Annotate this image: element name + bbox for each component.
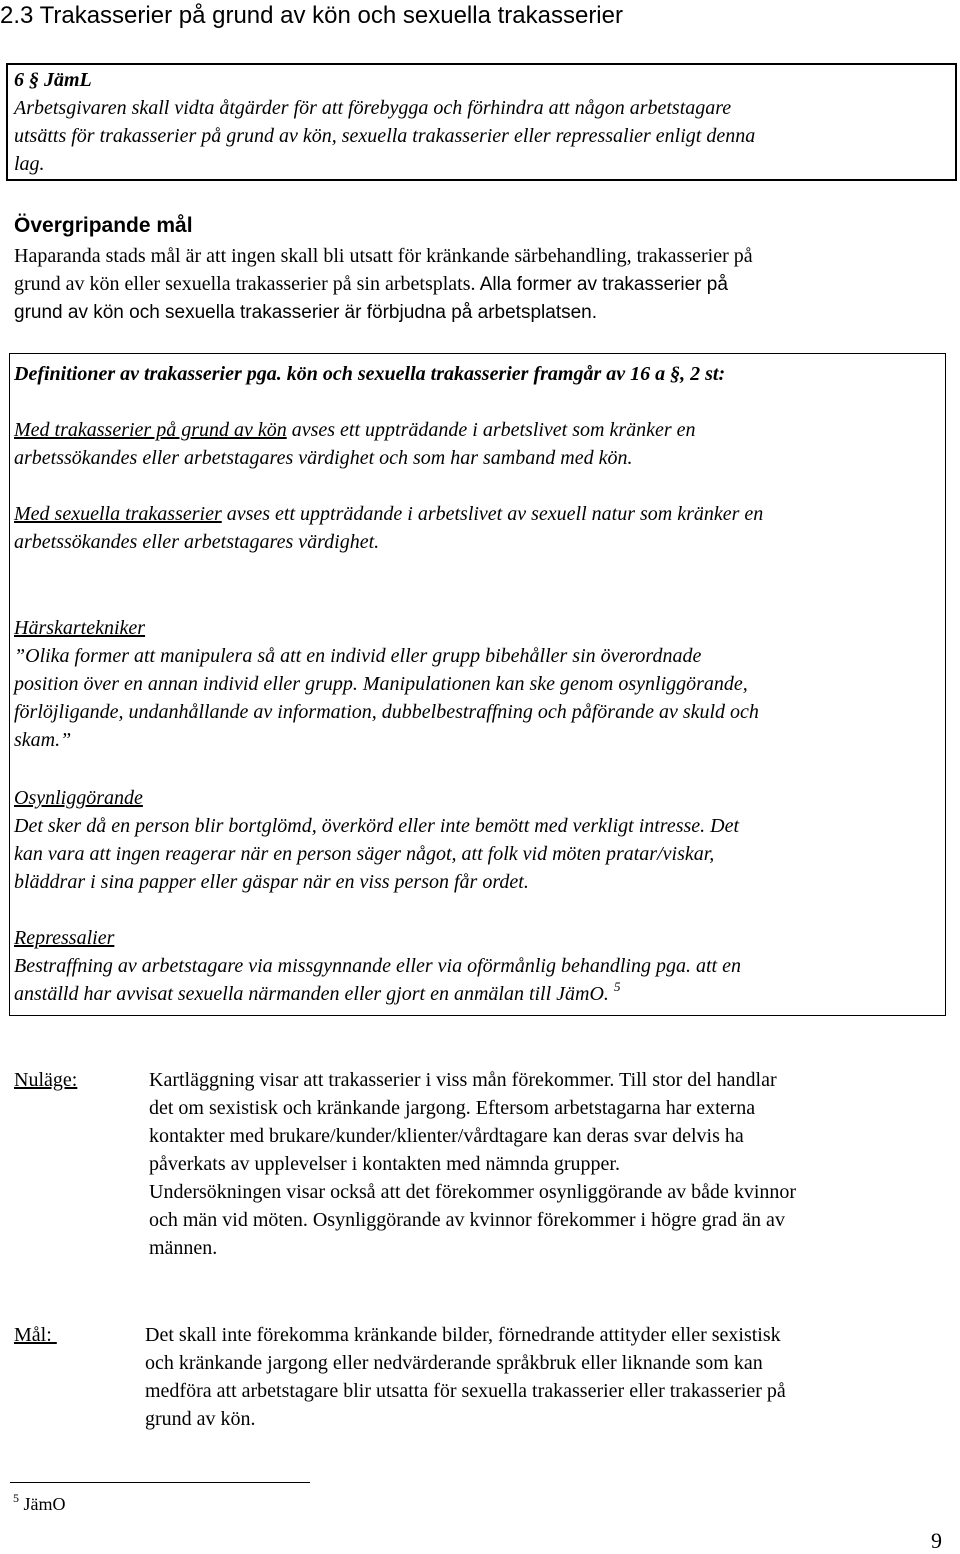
law-line: Arbetsgivaren skall vidta åtgärder för att förebygga och förhindra att någon arbetstagare xyxy=(14,97,732,119)
law-title: 6 § JämL xyxy=(14,69,92,91)
goal-line: och kränkande jargong eller nedvärderande språkbruk eller liknande som kan xyxy=(145,1352,763,1374)
law-quote-text xyxy=(14,66,755,178)
definition-text: avses ett uppträdande i arbetslivet av sexuell natur som kränker en xyxy=(221,503,764,525)
overall-goal-title: Övergripande mål xyxy=(14,214,193,237)
definitions-text xyxy=(14,360,763,556)
status-line: Undersökningen visar också att det förekommer osynliggörande av både kvinnor xyxy=(149,1181,797,1203)
overall-goal-line xyxy=(14,270,753,299)
page-number: 9 xyxy=(931,1528,942,1553)
overall-goal-line: grund av kön och sexuella trakasserier är förbjudna på arbetsplatsen. xyxy=(14,302,598,323)
repressalier-line-text: anställd har avvisat sexuella närmanden eller gjort en anmälan till JämO. xyxy=(14,983,609,1005)
law-line: lag. xyxy=(14,153,45,175)
footnote-reference: 5 xyxy=(613,979,621,994)
osynliggorande-line: kan vara att ingen reagerar när en person säger något, att folk vid möten pratar/viskar, xyxy=(14,843,715,865)
harskartekniker-line: skam.” xyxy=(14,729,72,751)
footnote xyxy=(13,1491,66,1515)
definition-2 xyxy=(14,500,763,528)
status-line: männen. xyxy=(149,1237,218,1259)
status-line: och män vid möten. Osynliggörande av kvinnor förekommer i högre grad än av xyxy=(149,1209,785,1231)
goal-label xyxy=(14,1321,57,1349)
goal-line: medföra att arbetstagare blir utsatta för sexuella trakasserier eller trakasserier på xyxy=(145,1380,786,1402)
definition-text: avses ett uppträdande i arbetslivet som kränker en xyxy=(286,419,696,441)
definition-2-cont: arbetssökandes eller arbetstagares värdighet. xyxy=(14,531,380,553)
definitions-title: Definitioner av trakasserier pga. kön och sexuella trakasserier framgår av 16 a §, 2 st: xyxy=(14,363,726,385)
definition-term: Med sexuella trakasserier xyxy=(14,503,222,525)
harskartekniker-line: ”Olika former att manipulera så att en individ eller grupp bibehåller sin överordnade xyxy=(14,645,702,667)
status-label-text: Nuläge: xyxy=(14,1069,78,1091)
definition-1-cont: arbetssökandes eller arbetstagares värdighet och som har samband med kön. xyxy=(14,447,633,469)
overall-goal-line: Haparanda stads mål är att ingen skall bli utsatt för kränkande särbehandling, trakasserier på xyxy=(14,245,753,267)
goal-label-text: Mål: xyxy=(14,1324,57,1346)
osynliggorande-section xyxy=(14,784,739,896)
overall-goal-line-part: Alla former av trakasserier på xyxy=(475,274,728,295)
status-line: kontakter med brukare/kunder/klienter/vårdtagare kan deras svar delvis ha xyxy=(149,1125,744,1147)
status-line: påverkats av upplevelser i kontakten med nämnda grupper. xyxy=(149,1153,620,1175)
osynliggorande-line: Det sker då en person blir bortglömd, överkörd eller inte bemött med verkligt intresse. Det xyxy=(14,815,740,837)
overall-goal-line-part: grund av kön eller sexuella trakasserier på sin arbetsplats. xyxy=(14,273,476,295)
status-line: det om sexistisk och kränkande jargong. Eftersom arbetstagarna har externa xyxy=(149,1097,756,1119)
repressalier-line: Bestraffning av arbetstagare via missgynnande eller via oförmånlig behandling pga. att en xyxy=(14,955,741,977)
footnote-separator xyxy=(10,1482,310,1483)
status-line: Kartläggning visar att trakasserier i viss mån förekommer. Till stor del handlar xyxy=(149,1069,777,1091)
definition-1 xyxy=(14,416,763,444)
status-text xyxy=(149,1066,796,1262)
repressalier-section xyxy=(14,924,741,1008)
harskartekniker-title: Härskartekniker xyxy=(14,617,146,639)
repressalier-title: Repressalier xyxy=(14,927,115,949)
harskartekniker-line: förlöjligande, undanhållande av information, dubbelbestraffning och påförande av skuld och xyxy=(14,701,759,723)
goal-line: grund av kön. xyxy=(145,1408,256,1430)
overall-goal-section xyxy=(14,212,753,327)
repressalier-line xyxy=(14,980,741,1008)
section-heading: 2.3 Trakasserier på grund av kön och sexuella trakasserier xyxy=(0,2,623,29)
harskartekniker-line: position över en annan individ eller grupp. Manipulationen kan ske genom osynliggörande, xyxy=(14,673,748,695)
osynliggorande-title: Osynliggörande xyxy=(14,787,143,809)
goal-text xyxy=(145,1321,786,1433)
footnote-number: 5 xyxy=(13,1491,19,1505)
definition-term: Med trakasserier på grund av kön xyxy=(14,419,287,441)
footnote-text: JämO xyxy=(19,1494,66,1514)
osynliggorande-line: bläddrar i sina papper eller gäspar när en viss person får ordet. xyxy=(14,871,529,893)
law-line: utsätts för trakasserier på grund av kön, sexuella trakasserier eller repressalier enligt denna xyxy=(14,125,756,147)
status-label xyxy=(14,1066,77,1094)
goal-line: Det skall inte förekomma kränkande bilder, förnedrande attityder eller sexistisk xyxy=(145,1324,781,1346)
harskartekniker-section xyxy=(14,614,759,754)
